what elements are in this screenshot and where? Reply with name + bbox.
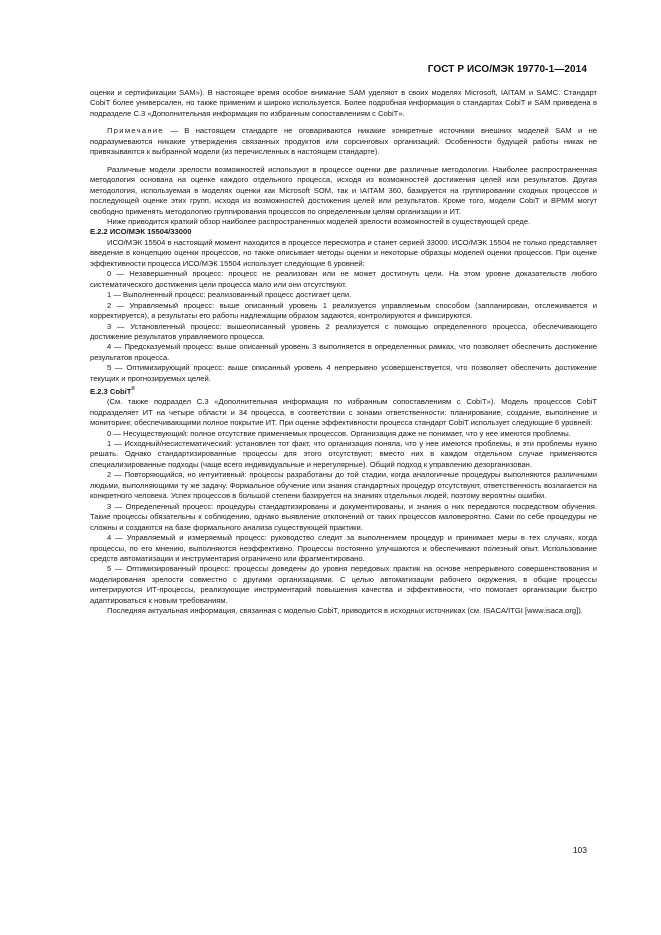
paragraph-p8: 2 — Управляемый процесс: выше описанный уровень 1 реализуется управляемым способом (запланирован, отслеживается и корректируется), а результаты его работы надлежащим образом задаются, контролируются и фиксируются. (90, 300, 597, 321)
note-paragraph (90, 126, 597, 157)
paragraph-p7: 1 — Выполненный процесс: реализованный процесс достигает цели. (107, 290, 352, 300)
heading-text: Е.2.2 ИСО/МЭК 15504/33000 (90, 227, 192, 237)
section-heading-e22 (90, 227, 597, 237)
paragraph-p10: 4 — Предсказуемый процесс: выше описанный уровень 3 выполняется в определенных рамках, что позволяет обеспечить достижение результатов процесса. (90, 342, 597, 362)
paragraph-p12: (См. также подраздел С.3 «Дополнительная информация по избранным сопоставлениям с CobiT»). Модель процессов CobiT подразделяет ИТ на четыре области и 34 процесса, в соответствии с зонами ответственности: планирование, создание, выполнение и мониторинг, обеспечивающими полное покрытие ИТ. При оценке эффективности процесса стандарт CobiT использует следующие 6 уровней: (90, 397, 597, 428)
paragraph-p15: 2 — Повторяющийся, но интуитивный: процессы разработаны до той стадии, когда аналогичные процедуры выполняются различными людьми, выполняющими ту же задачу. Формальное обучение или знания стандартных процедур отсутствуют, ответственность возлагается на конкретного человека. Успех процессов в большой степени базируется на знаниях отдельных людей, поэтому вероятны ошибки. (90, 470, 597, 501)
paragraph-p17: 4 — Управляемый и измеряемый процесс: руководство следит за выполнением процедур и принимает меры в тех случаях, когда процессы, по его мнению, выполняются неэффективно. Процессы постоянно улучшаются и обеспечивают полезный опыт. Использование средств автоматизации и инструментария ограничено или фрагментировано. (90, 533, 597, 564)
document-body (90, 88, 597, 617)
paragraph-p18: 5 — Оптимизированный процесс: процессы доведены до уровня передовых практик на основе непрерывного совершенствования и моделирования зрелости совместно с другими организациями. С целью автоматизации рабочего окружения, в общие процессы интегрируются ИТ-процессы, реализующие инструментарий повышения качества и эффективности, что помогает организации быстро адаптироваться к новым требованиям. (90, 564, 597, 605)
registered-mark: ® (131, 386, 136, 393)
paragraph-p3: Различные модели зрелости возможностей используют в процессе оценки две различные методологии. Наиболее распространенная методология основана на оценке каждого отдельного процесса, исходя из возможностей достижения целей или результатов. Другая методология, используемая в моделях оценки как Microsoft SOM, так и IAITAM 360, базируется на группировании сходных процессов и последующей оценке этих групп, исходя из возможностей достижения целей или результатов. Кроме того, модели CobiT и BPMM могут свободно применять методологию группирования процессов по определенным целям организации и ИТ. (90, 164, 597, 216)
section-heading-e23 (90, 384, 597, 397)
paragraph-p4: Ниже приводится краткий обзор наиболее распространенных моделей зрелости возможностей в существующей среде. (107, 216, 531, 226)
paragraph-p13: 0 — Несуществующий: полное отсутствие применяемых процессов. Организация даже не понимает, что у нее имеются проблемы. (107, 428, 571, 438)
document-header: ГОСТ Р ИСО/МЭК 19770-1—2014 (427, 64, 587, 75)
paragraph-p11: 5 — Оптимизирующий процесс: выше описанный уровень 4 непрерывно усовершенствуется, что позволяет обеспечить достижение текущих и прогнозируемых целей. (90, 363, 597, 383)
note-label: Примечание (107, 126, 164, 136)
paragraph-p9: 3 — Установленный процесс: вышеописанный уровень 2 реализуется с помощью определенного процесса, обеспечивающего достижение результатов управляемого процесса. (90, 321, 597, 341)
paragraph-p19: Последняя актуальная информация, связанная с моделью CobiT, приводится в исходных источниках (см. ISACA/ITGI [www.isaca.org]). (107, 606, 583, 616)
heading-text: Е.2.3 CobiT (90, 386, 132, 396)
paragraph-p14: 1 — Исходный/несистематический: установлен тот факт, что организация поняла, что у нее имеются проблемы, и эти проблемы нужно решать. Однако стандартизированные процессы для этого отсутствуют; вместо них в каждом отдельном случае применяются специализированные подходы (чаще всего индивидуальные и нерегулярные). Общий подход к управлению дезорганизован. (90, 439, 597, 469)
paragraph-p16: 3 — Определенный процесс: процедуры стандартизированы и документированы, и знания о них передаются посредством обучения. Такие процессы обязательны к соблюдению, однако выявление отклонений от таких процессов маловероятно. Сами по себе процедуры не сложны и создаются на базе формального анализа существующей практики. (90, 501, 597, 532)
page-number: 103 (572, 845, 587, 855)
paragraph-p1: оценки и сертификации SAM»). В настоящее время особое внимание SAM уделяют в своих моделях Microsoft, IAITAM и SAMC. Стандарт CobiT более универсален, но также применим и широко используется. Более подробная информация о стандартах CobiT и SAM приведена в подразделе С.3 «Дополнительная информация по избранным сопоставлениям с CobiT». (90, 88, 597, 118)
paragraph-p5: ИСО/МЭК 15504 в настоящий момент находится в процессе пересмотра и станет серией 33000. ИСО/МЭК 15504 не только представляет введение в концепцию оценки процессов, но также описывает методы оценки и некоторые образцы моделей оценки процессов. При оценке эффективности процесса ИСО/МЭК 15504 использует следующие 6 уровней: (90, 237, 597, 268)
paragraph-p6: 0 — Незавершенный процесс: процесс не реализован или не может достигнуть цели. На этом уровне доказательств любого систематического достижения цели процесса мало или они отсутствуют. (90, 269, 597, 289)
note-text: — В настоящем стандарте не оговариваются никакие конкретные источники внешних моделей SAM и не подразумеваются никакие утверждения связанных продуктов или сорсинговых организаций. Особенности будущей работы никак не привязываются к выбранной модели (из перечисленных в настоящем стандарте). (90, 126, 597, 157)
